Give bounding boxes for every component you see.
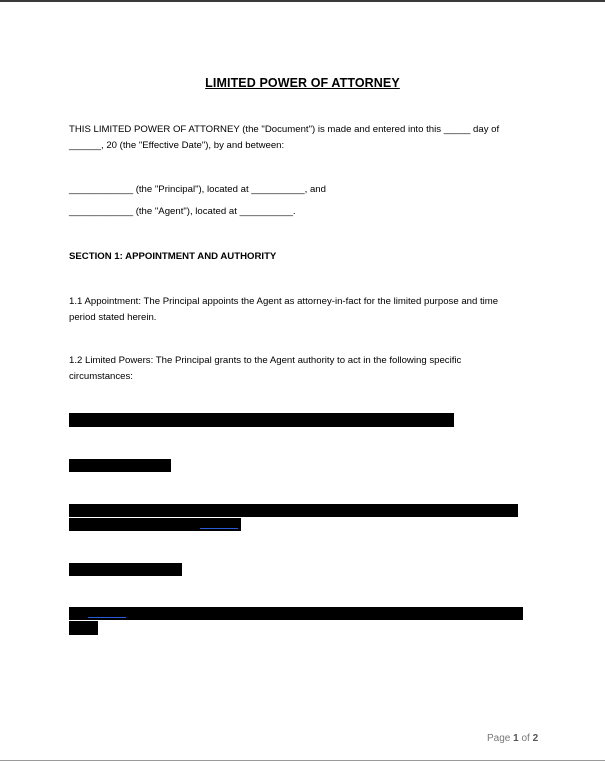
agent-line: ____________ (the "Agent"), located at __________. (69, 206, 296, 217)
paragraph-1-2-line-2: circumstances: (69, 371, 133, 382)
page-indicator (487, 733, 538, 744)
page-current: 1 (513, 733, 519, 744)
redacted-link-underline-2[interactable] (88, 617, 126, 618)
redacted-block-3a (69, 504, 518, 517)
page-label: Page (487, 733, 511, 744)
intro-line-2: ______, 20 (the "Effective Date"), by and between: (69, 140, 285, 151)
redacted-block-2 (69, 459, 171, 472)
paragraph-1-2-line-1: 1.2 Limited Powers: The Principal grants to the Agent authority to act in the following specific (69, 355, 462, 366)
redacted-block-3b (69, 518, 241, 531)
redacted-block-5a (69, 607, 523, 620)
redacted-block-4 (69, 563, 182, 576)
intro-line-1: THIS LIMITED POWER OF ATTORNEY (the "Document") is made and entered into this _____ day of (69, 124, 500, 135)
redacted-block-1 (69, 413, 454, 427)
paragraph-1-1-line-1: 1.1 Appointment: The Principal appoints the Agent as attorney-in-fact for the limited purpose and time (69, 296, 499, 307)
redacted-link-underline-1[interactable] (200, 528, 238, 529)
redacted-block-5b (69, 621, 98, 635)
page-total: 2 (532, 733, 539, 744)
paragraph-1-1-line-2: period stated herein. (69, 312, 157, 323)
principal-line: ____________ (the "Principal"), located at __________, and (69, 184, 326, 195)
section-1-heading: SECTION 1: APPOINTMENT AND AUTHORITY (69, 251, 277, 262)
document-title: LIMITED POWER OF ATTORNEY (205, 76, 400, 90)
page-of: of (521, 733, 530, 744)
